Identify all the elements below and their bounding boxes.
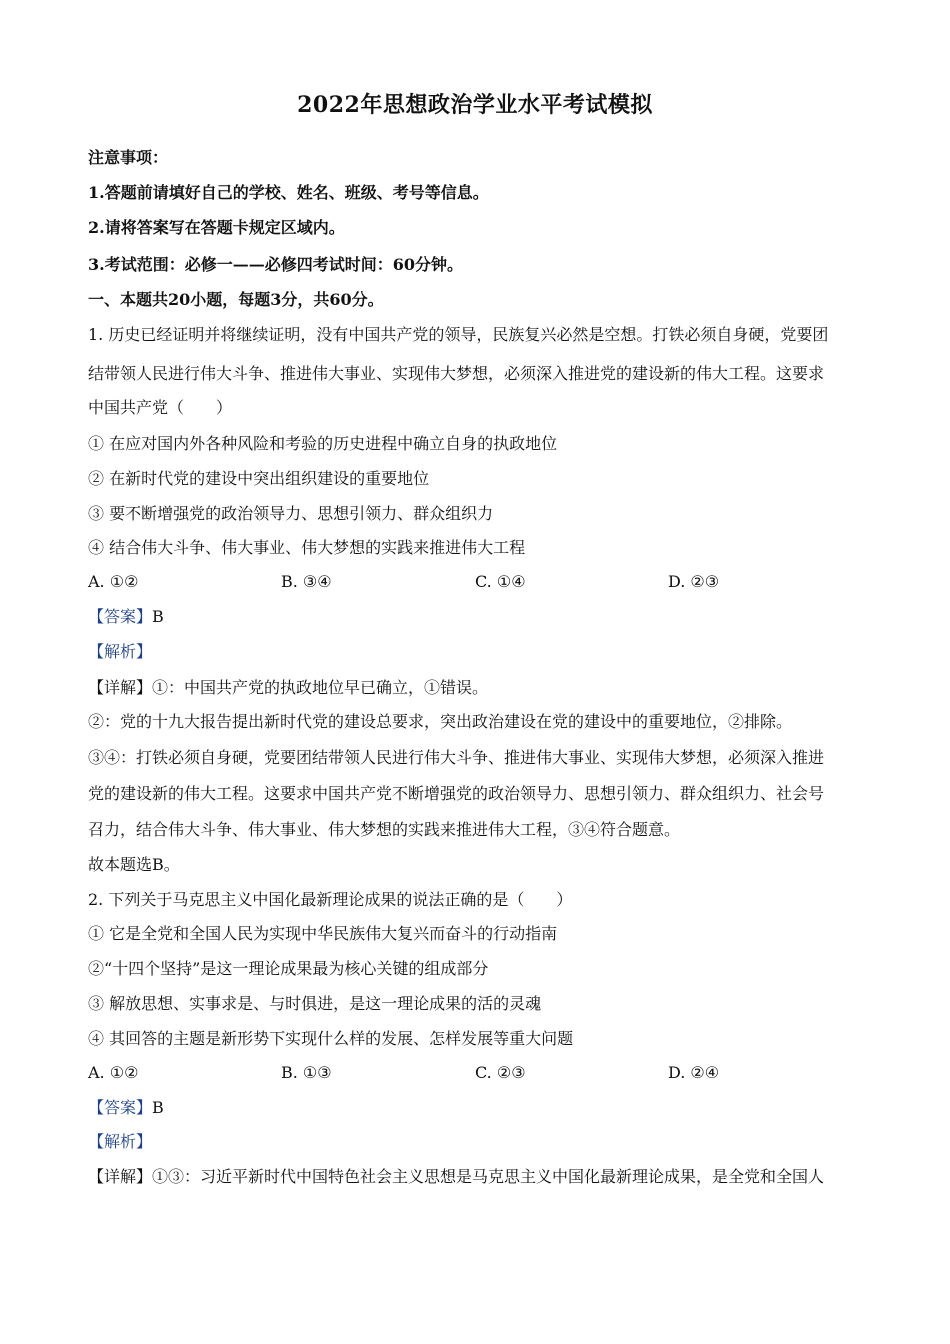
q2-option-b: B. ①③ <box>281 1063 332 1082</box>
q1-statement-3: ③ 要不断增强党的政治领导力、思想引领力、群众组织力 <box>88 504 494 523</box>
q1-option-b: B. ③④ <box>281 572 332 591</box>
q1-statement-1: ① 在应对国内外各种风险和考验的历史进程中确立自身的执政地位 <box>88 434 558 453</box>
q1-detail-first: ①：中国共产党的执政地位早已确立，①错误。 <box>152 678 489 697</box>
q2-detail-first: ①③：习近平新时代中国特色社会主义思想是马克思主义中国化最新理论成果，是全党和全国人 <box>152 1167 825 1186</box>
q1-stem-line-1: 1. 历史已经证明并将继续证明，没有中国共产党的领导，民族复兴必然是空想。打铁必须自身硬，党要团 <box>88 325 829 344</box>
q1-detail-1 <box>88 676 868 700</box>
q2-statement-3: ③ 解放思想、实事求是、与时俱进，是这一理论成果的活的灵魂 <box>88 994 542 1013</box>
notice-heading: 注意事项： <box>88 148 169 167</box>
q2-answer <box>88 1096 868 1120</box>
q1-detail-2: ②：党的十九大报告提出新时代党的建设总要求，突出政治建设在党的建设中的重要地位，②排除。 <box>88 712 793 731</box>
notice-item-1: 1.答题前请填好自己的学校、姓名、班级、考号等信息。 <box>88 183 489 202</box>
q2-statement-2: ②“十四个坚持”是这一理论成果最为核心关键的组成部分 <box>88 959 489 978</box>
q1-detail-label: 【详解】 <box>88 678 153 697</box>
q1-answer-value: B <box>152 607 164 626</box>
q2-option-a: A. ①② <box>88 1063 139 1082</box>
q1-option-c: C. ①④ <box>475 572 526 591</box>
q1-detail-4: 党的建设新的伟大工程。这要求中国共产党不断增强党的政治领导力、思想引领力、群众组织力、社会号 <box>88 784 825 803</box>
q2-statement-4: ④ 其回答的主题是新形势下实现什么样的发展、怎样发展等重大问题 <box>88 1029 574 1048</box>
notice-item-3: 3.考试范围：必修一——必修四考试时间：60分钟。 <box>88 255 463 274</box>
q1-detail-5: 召力，结合伟大斗争、伟大事业、伟大梦想的实践来推进伟大工程，③④符合题意。 <box>88 820 681 839</box>
page-title: 2022年思想政治学业水平考试模拟 <box>297 92 653 118</box>
notice-item-2: 2.请将答案写在答题卡规定区域内。 <box>88 218 345 237</box>
q2-stem-line-1: 2. 下列关于马克思主义中国化最新理论成果的说法正确的是（ ） <box>88 890 573 909</box>
q1-answer <box>88 605 868 629</box>
q2-answer-value: B <box>152 1098 164 1117</box>
q1-option-a: A. ①② <box>88 572 139 591</box>
q2-analysis-label: 【解析】 <box>88 1132 153 1151</box>
q2-option-d: D. ②④ <box>668 1063 720 1082</box>
q1-analysis-label: 【解析】 <box>88 642 153 661</box>
q1-stem-line-2: 结带领人民进行伟大斗争、推进伟大事业、实现伟大梦想，必须深入推进党的建设新的伟大工程。这要求 <box>88 364 825 383</box>
q2-option-c: C. ②③ <box>475 1063 526 1082</box>
q2-detail-label: 【详解】 <box>88 1167 153 1186</box>
q1-answer-label: 【答案】 <box>88 607 153 626</box>
q1-statement-2: ② 在新时代党的建设中突出组织建设的重要地位 <box>88 469 430 488</box>
section-heading: 一、本题共20小题，每题3分，共60分。 <box>88 290 384 309</box>
q1-statement-4: ④ 结合伟大斗争、伟大事业、伟大梦想的实践来推进伟大工程 <box>88 538 526 557</box>
q1-stem-line-3: 中国共产党（ ） <box>88 398 233 417</box>
q2-statement-1: ① 它是全党和全国人民为实现中华民族伟大复兴而奋斗的行动指南 <box>88 924 558 943</box>
q1-detail-3: ③④：打铁必须自身硬，党要团结带领人民进行伟大斗争、推进伟大事业、实现伟大梦想，必须深入推进 <box>88 748 825 767</box>
q2-detail-1 <box>88 1165 868 1189</box>
q2-answer-label: 【答案】 <box>88 1098 153 1117</box>
q1-conclusion: 故本题选B。 <box>88 855 180 874</box>
q1-option-d: D. ②③ <box>668 572 720 591</box>
